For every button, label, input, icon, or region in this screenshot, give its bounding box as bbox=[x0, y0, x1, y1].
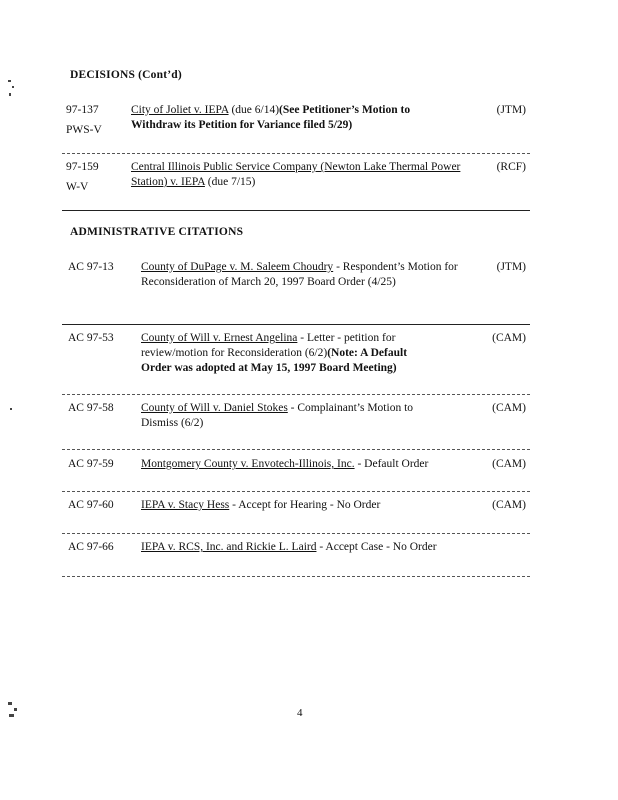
case-due: (due 7/15) bbox=[204, 176, 256, 188]
divider bbox=[62, 324, 530, 325]
case-text: - Accept for Hearing - No Order bbox=[229, 499, 381, 511]
page-number: 4 bbox=[297, 707, 303, 719]
case-text: - Default Order bbox=[354, 458, 429, 470]
scan-speck bbox=[8, 702, 12, 705]
docket-type: W-V bbox=[66, 181, 89, 193]
scan-speck bbox=[8, 80, 11, 82]
scan-speck bbox=[10, 408, 12, 410]
case-title: City of Joliet v. IEPA bbox=[131, 104, 229, 116]
case-title: County of Will v. Ernest Angelina bbox=[141, 332, 298, 344]
divider bbox=[62, 449, 530, 450]
case-note: (See Petitioner’s Motion to Withdraw its Petition for Variance filed 5/29) bbox=[131, 104, 411, 131]
case-description bbox=[131, 103, 461, 133]
attorney-initials: (JTM) bbox=[496, 104, 526, 116]
docket-number: AC 97-53 bbox=[68, 332, 114, 344]
case-description bbox=[141, 498, 461, 513]
divider bbox=[62, 576, 530, 577]
docket-number: AC 97-59 bbox=[68, 458, 114, 470]
case-text: - Letter - petition for review/motion for Reconsideration (6/2) bbox=[141, 332, 396, 359]
docket-number: AC 97-60 bbox=[68, 499, 114, 511]
case-description bbox=[141, 260, 459, 290]
case-title: IEPA v. Stacy Hess bbox=[141, 499, 230, 511]
decisions-heading: DECISIONS (Cont’d) bbox=[70, 69, 182, 81]
case-description bbox=[141, 331, 433, 376]
docket-number: 97-137 bbox=[66, 104, 99, 116]
divider bbox=[62, 394, 530, 395]
divider bbox=[62, 210, 530, 211]
docket-number: 97-159 bbox=[66, 161, 99, 173]
attorney-initials: (CAM) bbox=[492, 402, 526, 414]
docket-number: AC 97-58 bbox=[68, 402, 114, 414]
scan-speck bbox=[9, 93, 11, 96]
divider bbox=[62, 491, 530, 492]
attorney-initials: (JTM) bbox=[496, 261, 526, 273]
case-title: IEPA v. RCS, Inc. and Rickie L. Laird bbox=[141, 541, 317, 553]
case-due: (due 6/14) bbox=[228, 104, 280, 116]
attorney-initials: (CAM) bbox=[492, 458, 526, 470]
scan-speck bbox=[14, 708, 17, 711]
case-title: Central Illinois Public Service Company (Newton Lake Thermal Power Station) v. IEPA bbox=[131, 161, 461, 188]
attorney-initials: (CAM) bbox=[492, 332, 526, 344]
case-description bbox=[131, 160, 461, 190]
case-text: - Accept Case - No Order bbox=[316, 541, 437, 553]
scan-speck bbox=[12, 86, 14, 88]
divider bbox=[62, 153, 530, 154]
attorney-initials: (CAM) bbox=[492, 499, 526, 511]
case-note: (Note: A Default Order was adopted at May 15, 1997 Board Meeting) bbox=[141, 347, 408, 374]
case-title: County of Will v. Daniel Stokes bbox=[141, 402, 288, 414]
case-text: - Complainant’s Motion to Dismiss (6/2) bbox=[141, 402, 414, 429]
case-description bbox=[141, 540, 471, 555]
scan-speck bbox=[9, 714, 14, 717]
case-description bbox=[141, 401, 441, 431]
case-title: Montgomery County v. Envotech-Illinois, Inc. bbox=[141, 458, 355, 470]
attorney-initials: (RCF) bbox=[496, 161, 526, 173]
case-title: County of DuPage v. M. Saleem Choudry bbox=[141, 261, 334, 273]
docket-type: PWS-V bbox=[66, 124, 102, 136]
docket-number: AC 97-66 bbox=[68, 541, 114, 553]
admin-citations-heading: ADMINISTRATIVE CITATIONS bbox=[70, 226, 244, 238]
case-text: - Respondent’s Motion for Reconsideration of March 20, 1997 Board Order (4/25) bbox=[141, 261, 458, 288]
divider bbox=[62, 533, 530, 534]
case-description bbox=[141, 457, 471, 472]
docket-number: AC 97-13 bbox=[68, 261, 114, 273]
